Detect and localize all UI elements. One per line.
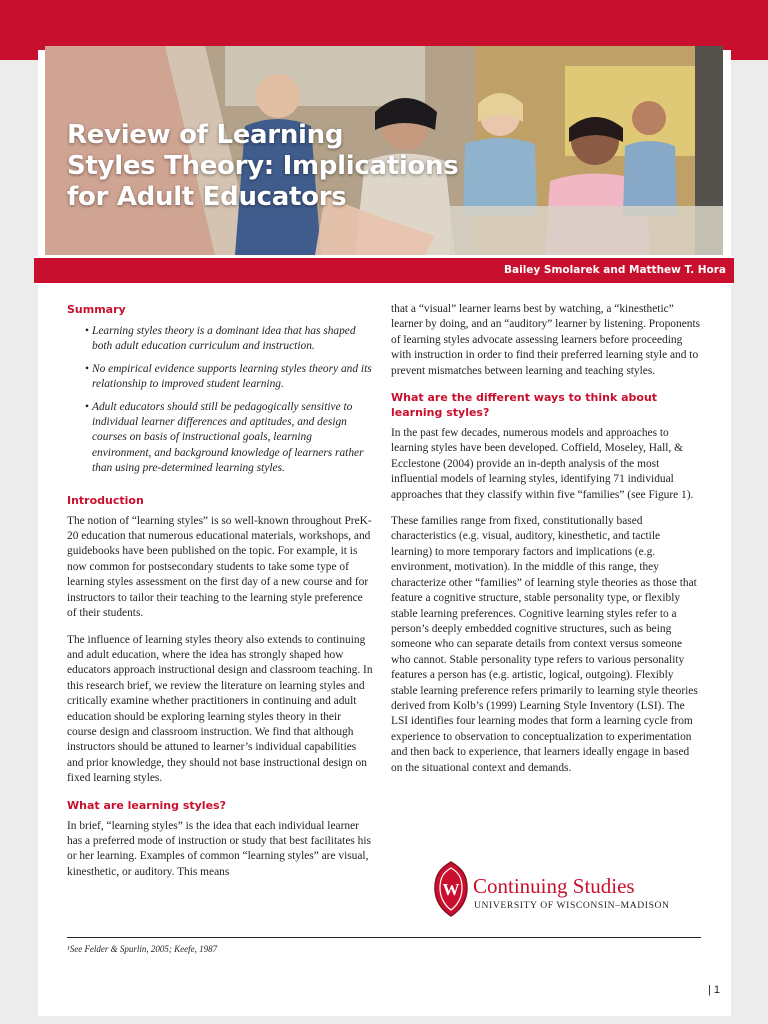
introduction-paragraph: The notion of “learning styles” is so well-known throughout PreK-20 education that numerous educational materials, workshops, and guidebooks have been published on the topic. For example, it is now common for postsecondary students to take some type of learning styles assessment on the first day of a new course and for instructors to tailor their teaching to the learning style preference of their students. — [67, 514, 372, 620]
summary-heading: Summary — [67, 303, 126, 316]
right-column — [391, 302, 701, 776]
summary-bullet: • Learning styles theory is a dominant idea that has shaped both adult education curriculum and instruction. — [67, 324, 373, 355]
ways-heading: What are the different ways to think about learning styles? — [391, 391, 658, 420]
summary-bullet: • Adult educators should still be pedagogically sensitive to individual learner differences and aptitudes, and design courses on basis of instructional goals, learning environment, and background knowledge of learners rather than using pre-determined learning styles. — [67, 400, 373, 477]
footnote-divider — [67, 937, 701, 938]
ways-paragraph: In the past few decades, numerous models and approaches to learning styles have been developed. Coffield, Moseley, Hall, & Ecclestone (2004) provide an in-depth analysis of the most influential models of learning styles, identifying 71 individual approaches that they classify within five “families” (see Figure 1). — [391, 427, 694, 501]
summary-bullet: • No empirical evidence supports learning styles theory and its relationship to improved student learning. — [67, 362, 373, 393]
footnote: ¹See Felder & Spurlin, 2005; Keefe, 1987 — [67, 944, 218, 954]
hero-banner — [45, 46, 723, 255]
logo-name: Continuing Studies — [473, 874, 635, 898]
summary-list — [67, 324, 373, 477]
authors: Bailey Smolarek and Matthew T. Hora — [504, 264, 726, 276]
title-line: for Adult Educators — [67, 182, 347, 212]
introduction-paragraph: The influence of learning styles theory also extends to continuing and adult education, where the idea has strongly shaped how educators approach instructional design and classroom teaching. In this research brief, we review the literature on learning styles and critically examine whether practitioners in continuing and adult education should be exploring learning styles theory in their course design and classroom instruction. We find that although instructors should be attuned to learner’s individual capabilities and prior knowledge, they should not base instructional design on fixed learning styles. — [67, 633, 373, 785]
title-line: Styles Theory: Implications — [67, 151, 459, 181]
left-column — [67, 302, 373, 880]
what-are-heading: What are learning styles? — [67, 798, 226, 812]
uw-crest-icon — [433, 860, 469, 918]
logo-subtitle: UNIVERSITY OF WISCONSIN–MADISON — [474, 900, 670, 911]
what-are-paragraph-continued: that a “visual” learner learns best by watching, a “kinesthetic” learner by doing, and an “auditory” learner by listening. Proponents of learning styles advocate assessing learners before proceeding with instruction in order to find their preferred learning style and to prevent mismatches between learning and teaching styles. — [391, 303, 701, 377]
page-number: | 1 — [708, 984, 721, 996]
introduction-heading: Introduction — [67, 493, 144, 507]
what-are-paragraph: In brief, “learning styles” is the idea that each individual learner has a preferred mode of instruction or study that best facilitates his or her learning. Examples of common “learning styles” are visual, kinesthetic, or auditory. This means — [67, 819, 371, 878]
ways-paragraph: These families range from fixed, constitutionally based characteristics (e.g. visual, auditory, kinesthetic, and tactile learning) to more temporary factors and implications (e.g. environment, motivation). In the middle of this range, they characterize other “families” of learning style theories as those that feature a cognitive structure, stable personality type, or flexibly stable learning preferences. Cognitive learning styles refer to a person’s deeply embedded cognitive structures, such as being someone who can separate details from context versus someone who cannot. Stable personality type refers to various personality features a person has (e.g. artistic, logical, outgoing). Flexibly stable learning preference refers primarily to learning style theories derived from Kolb’s (1999) Learning Style Inventory (LSI). The LSI identifies four learning modes that form a learning cycle from experience to observation to conceptualization to experimentation and then back to experience, that learners ideally engage in based on the situational context and demands. — [391, 515, 698, 774]
document-title — [67, 120, 537, 213]
title-line: Review of Learning — [67, 120, 344, 150]
author-bar — [34, 256, 734, 284]
crest-letter: W — [442, 880, 460, 899]
continuing-studies-logo — [433, 858, 673, 918]
